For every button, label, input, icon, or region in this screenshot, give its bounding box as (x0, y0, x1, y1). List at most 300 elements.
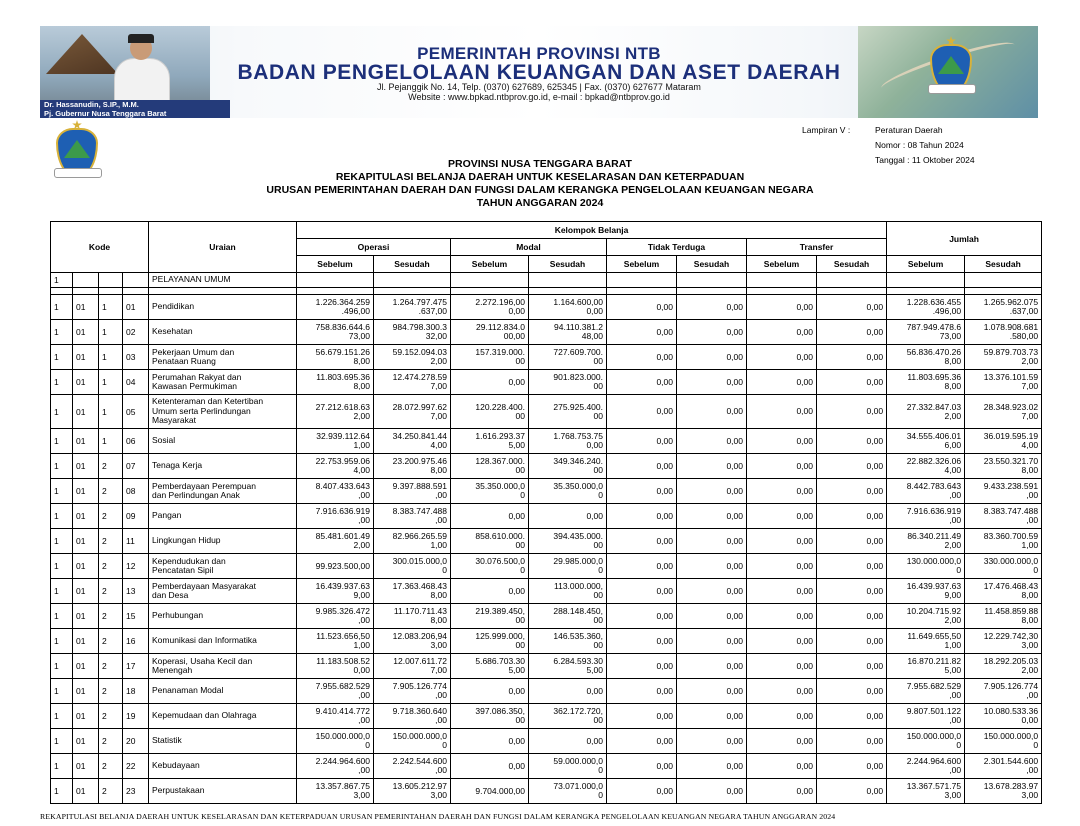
value-cell: 11.803.695.36 8,00 (297, 370, 374, 395)
table-row (51, 370, 1042, 395)
value-cell: 0,00 (817, 454, 887, 479)
value-cell: 82.966.265.59 1,00 (374, 529, 451, 554)
uraian-cell: Komunikasi dan Informatika (149, 629, 297, 654)
value-cell: 0,00 (817, 679, 887, 704)
value-cell: 9.807.501.122 ,00 (887, 704, 965, 729)
value-cell: 0,00 (747, 579, 817, 604)
value-cell: 0,00 (529, 504, 607, 529)
value-cell: 0,00 (607, 295, 677, 320)
value-cell: 0,00 (677, 754, 747, 779)
value-cell: 0,00 (677, 320, 747, 345)
value-cell: 0,00 (677, 779, 747, 804)
value-cell: 0,00 (677, 629, 747, 654)
value-cell: 0,00 (607, 704, 677, 729)
value-cell: 11.458.859.88 8,00 (965, 604, 1042, 629)
kode-cell: 01 (73, 779, 99, 804)
kode-cell: 15 (123, 604, 149, 629)
header-sebelum: Sebelum (451, 256, 529, 273)
value-cell: 0,00 (607, 429, 677, 454)
value-cell: 0,00 (747, 654, 817, 679)
value-cell: 0,00 (747, 504, 817, 529)
header-uraian: Uraian (149, 222, 297, 273)
value-cell: 0,00 (817, 370, 887, 395)
value-cell: 99.923.500,00 (297, 554, 374, 579)
header-sebelum: Sebelum (747, 256, 817, 273)
header-line-1: PEMERINTAH PROVINSI NTB (417, 44, 661, 63)
value-cell: 0,00 (607, 504, 677, 529)
value-cell: 0,00 (817, 395, 887, 429)
kode-cell: 1 (51, 554, 73, 579)
kode-cell: 01 (73, 370, 99, 395)
kode-cell: 02 (123, 320, 149, 345)
value-cell: 73.071.000,0 0 (529, 779, 607, 804)
uraian-cell: Statistik (149, 729, 297, 754)
kode-cell: 1 (99, 429, 123, 454)
kode-cell: 13 (123, 579, 149, 604)
value-cell: 0,00 (607, 754, 677, 779)
value-cell: 35.350.000,0 0 (451, 479, 529, 504)
value-cell: 0,00 (607, 395, 677, 429)
header-jumlah: Jumlah (887, 222, 1042, 256)
value-cell: 0,00 (817, 604, 887, 629)
value-cell: 94.110.381.2 48,00 (529, 320, 607, 345)
header-sesudah: Sesudah (374, 256, 451, 273)
value-cell: 288.148.450, 00 (529, 604, 607, 629)
kode-cell: 1 (51, 604, 73, 629)
value-cell: 0,00 (677, 579, 747, 604)
value-cell: 0,00 (747, 454, 817, 479)
header-sesudah: Sesudah (965, 256, 1042, 273)
header-operasi: Operasi (297, 239, 451, 256)
table-row (51, 345, 1042, 370)
value-cell: 0,00 (817, 504, 887, 529)
title-line: REKAPITULASI BELANJA DAERAH UNTUK KESELARASAN DAN KETERPADUAN (335, 171, 745, 183)
header-sesudah: Sesudah (529, 256, 607, 273)
kode-cell: 1 (51, 704, 73, 729)
value-cell: 0,00 (817, 729, 887, 754)
kode-cell: 01 (73, 629, 99, 654)
kode-cell: 11 (123, 529, 149, 554)
value-cell: 34.250.841.44 4,00 (374, 429, 451, 454)
kode-cell: 2 (99, 579, 123, 604)
value-cell: 34.555.406.01 6,00 (887, 429, 965, 454)
kode-cell: 2 (99, 554, 123, 579)
uraian-cell: Pangan (149, 504, 297, 529)
value-cell: 0,00 (607, 454, 677, 479)
uraian-cell: Kepemudaan dan Olahraga (149, 704, 297, 729)
value-cell: 0,00 (677, 729, 747, 754)
header-tidak-terduga: Tidak Terduga (607, 239, 747, 256)
value-cell: 0,00 (747, 704, 817, 729)
kode-cell: 1 (51, 729, 73, 754)
value-cell: 0,00 (607, 729, 677, 754)
header-website: Website : www.bpkad.ntbprov.go.id, e-mail : bpkad@ntbprov.go.id (408, 92, 670, 102)
value-cell: 113.000.000, 00 (529, 579, 607, 604)
value-cell: 30.076.500,0 0 (451, 554, 529, 579)
value-cell: 0,00 (747, 295, 817, 320)
value-cell: 23.550.321.70 8,00 (965, 454, 1042, 479)
value-cell: 9.718.360.640 ,00 (374, 704, 451, 729)
value-cell: 858.610.000. 00 (451, 529, 529, 554)
value-cell: 9.397.888.591 ,00 (374, 479, 451, 504)
table-row (51, 754, 1042, 779)
uraian-cell: Pemberdayaan Perempuan dan Perlindungan Anak (149, 479, 297, 504)
kode-cell: 1 (51, 345, 73, 370)
value-cell: 0,00 (677, 395, 747, 429)
value-cell: 29.985.000,0 0 (529, 554, 607, 579)
value-cell: 150.000.000,0 0 (887, 729, 965, 754)
value-cell: 0,00 (817, 779, 887, 804)
table-row (51, 395, 1042, 429)
value-cell: 11.170.711.43 8,00 (374, 604, 451, 629)
value-cell: 120.228.400. 00 (451, 395, 529, 429)
kode-cell: 1 (99, 345, 123, 370)
uraian-cell: Sosial (149, 429, 297, 454)
value-cell: 0,00 (451, 679, 529, 704)
value-cell: 1.078.908.681 .580,00 (965, 320, 1042, 345)
header-transfer: Transfer (747, 239, 887, 256)
value-cell: 0,00 (677, 554, 747, 579)
value-cell: 2.242.544.600 ,00 (374, 754, 451, 779)
value-cell: 12.474.278.59 7,00 (374, 370, 451, 395)
value-cell: 0,00 (677, 604, 747, 629)
value-cell: 59.000.000,0 0 (529, 754, 607, 779)
value-cell: 9.433.238.591 ,00 (965, 479, 1042, 504)
value-cell: 32.939.112.64 1,00 (297, 429, 374, 454)
value-cell: 1.768.753.75 0,00 (529, 429, 607, 454)
value-cell: 12.229.742,30 3,00 (965, 629, 1042, 654)
kode-cell: 1 (51, 529, 73, 554)
kode-cell: 09 (123, 504, 149, 529)
kode-cell: 1 (99, 320, 123, 345)
value-cell: 0,00 (451, 504, 529, 529)
kode-cell: 2 (99, 704, 123, 729)
value-cell: 0,00 (747, 479, 817, 504)
table-row (51, 529, 1042, 554)
kode-cell: 23 (123, 779, 149, 804)
table-row (51, 479, 1042, 504)
value-cell: 0,00 (747, 529, 817, 554)
value-cell: 29.112.834.0 00,00 (451, 320, 529, 345)
value-cell: 1.616.293.37 5,00 (451, 429, 529, 454)
kode-cell: 01 (73, 529, 99, 554)
value-cell: 6.284.593.30 5,00 (529, 654, 607, 679)
uraian-cell: Perpustakaan (149, 779, 297, 804)
kode-cell: 1 (51, 395, 73, 429)
value-cell: 0,00 (747, 779, 817, 804)
value-cell: 0,00 (817, 654, 887, 679)
kode-cell: 2 (99, 504, 123, 529)
kode-cell: 22 (123, 754, 149, 779)
value-cell: 0,00 (677, 654, 747, 679)
kode-cell: 1 (51, 579, 73, 604)
table-row (51, 554, 1042, 579)
value-cell: 0,00 (677, 679, 747, 704)
kode-cell: 03 (123, 345, 149, 370)
value-cell: 0,00 (747, 370, 817, 395)
value-cell: 0,00 (607, 370, 677, 395)
kode-cell: 1 (51, 629, 73, 654)
value-cell: 0,00 (817, 554, 887, 579)
kode-cell: 01 (73, 604, 99, 629)
value-cell: 86.340.211.49 2,00 (887, 529, 965, 554)
header-kelompok-belanja: Kelompok Belanja (297, 222, 887, 239)
value-cell: 7.955.682.529 ,00 (297, 679, 374, 704)
kode-cell: 01 (73, 679, 99, 704)
kode-cell: 1 (51, 370, 73, 395)
kode-cell: 06 (123, 429, 149, 454)
value-cell: 0,00 (747, 679, 817, 704)
value-cell: 13.367.571.75 3,00 (887, 779, 965, 804)
value-cell: 0,00 (817, 704, 887, 729)
header-sebelum: Sebelum (887, 256, 965, 273)
lampiran-label: Lampiran V : (802, 125, 851, 135)
value-cell: 59.152.094.03 2,00 (374, 345, 451, 370)
table-row (51, 295, 1042, 320)
table-row (51, 579, 1042, 604)
uraian-cell: PELAYANAN UMUM (149, 273, 297, 288)
kode-cell: 2 (99, 479, 123, 504)
table-row (51, 429, 1042, 454)
table-body (51, 273, 1042, 804)
kode-cell: 01 (73, 395, 99, 429)
kode-cell: 1 (51, 479, 73, 504)
value-cell: 0,00 (747, 345, 817, 370)
value-cell: 0,00 (747, 395, 817, 429)
value-cell: 7.905.126.774 ,00 (965, 679, 1042, 704)
value-cell: 7.905.126.774 ,00 (374, 679, 451, 704)
value-cell: 0,00 (607, 629, 677, 654)
value-cell: 330.000.000,0 0 (965, 554, 1042, 579)
value-cell: 11.803.695.36 8,00 (887, 370, 965, 395)
kode-cell: 01 (73, 429, 99, 454)
uraian-cell: Kependudukan dan Pencatatan Sipil (149, 554, 297, 579)
kode-cell: 01 (73, 579, 99, 604)
value-cell: 0,00 (529, 679, 607, 704)
kode-cell: 17 (123, 654, 149, 679)
value-cell: 146.535.360, 00 (529, 629, 607, 654)
value-cell: 0,00 (607, 320, 677, 345)
table-row (51, 729, 1042, 754)
value-cell: 7.916.636.919 ,00 (297, 504, 374, 529)
uraian-cell: Tenaga Kerja (149, 454, 297, 479)
value-cell: 35.350.000,0 0 (529, 479, 607, 504)
kode-cell: 01 (73, 345, 99, 370)
official-title: Pj. Gubernur Nusa Tenggara Barat (44, 108, 167, 118)
value-cell: 13.678.283.97 3,00 (965, 779, 1042, 804)
value-cell: 0,00 (451, 729, 529, 754)
kode-cell: 2 (99, 729, 123, 754)
value-cell: 13.605.212.97 3,00 (374, 779, 451, 804)
kode-cell: 1 (99, 395, 123, 429)
kode-cell: 1 (51, 454, 73, 479)
header-line-2: BADAN PENGELOLAAN KEUANGAN DAN ASET DAERAH (237, 61, 841, 84)
value-cell: 300.015.000,0 0 (374, 554, 451, 579)
page-footer: REKAPITULASI BELANJA DAERAH UNTUK KESELARASAN DAN KETERPADUAN URUSAN PEMERINTAHAN DAERAH DAN FUNGSI DALAM KERANGKA PENGELOLAAN KEUANGAN NEGARA TAHUN ANGGARAN 2024 (40, 812, 836, 821)
value-cell: 16.439.937.63 9,00 (297, 579, 374, 604)
header-sesudah: Sesudah (677, 256, 747, 273)
value-cell: 275.925.400. 00 (529, 395, 607, 429)
table-row (51, 320, 1042, 345)
value-cell: 0,00 (747, 729, 817, 754)
lampiran-perda: Peraturan Daerah (875, 125, 943, 135)
official-name: Dr. Hassanudin, S.IP., M.M. (44, 100, 139, 109)
value-cell: 0,00 (677, 295, 747, 320)
value-cell: 27.332.847.03 2,00 (887, 395, 965, 429)
kode-cell: 01 (73, 454, 99, 479)
value-cell: 0,00 (817, 320, 887, 345)
value-cell: 2.301.544.600 ,00 (965, 754, 1042, 779)
kode-cell: 01 (73, 295, 99, 320)
lampiran-nomor: Nomor : 08 Tahun 2024 (875, 140, 964, 150)
kode-cell: 2 (99, 604, 123, 629)
table-row (51, 629, 1042, 654)
kode-cell: 1 (99, 370, 123, 395)
value-cell: 0,00 (817, 429, 887, 454)
kode-cell: 2 (99, 454, 123, 479)
value-cell: 397.086.350, 00 (451, 704, 529, 729)
kode-cell: 2 (99, 629, 123, 654)
value-cell: 150.000.000,0 0 (965, 729, 1042, 754)
uraian-cell: Penanaman Modal (149, 679, 297, 704)
value-cell: 10.080.533.36 0,00 (965, 704, 1042, 729)
kode-cell: 1 (51, 654, 73, 679)
value-cell: 128.367.000. 00 (451, 454, 529, 479)
value-cell: 0,00 (607, 554, 677, 579)
value-cell: 83.360.700.59 1,00 (965, 529, 1042, 554)
table-row (51, 679, 1042, 704)
value-cell: 0,00 (451, 370, 529, 395)
value-cell: 1.164.600,00 0,00 (529, 295, 607, 320)
value-cell: 0,00 (677, 370, 747, 395)
value-cell: 0,00 (607, 345, 677, 370)
rekapitulasi-table (50, 221, 1042, 804)
kode-cell: 1 (51, 779, 73, 804)
value-cell: 8.442.783.643 ,00 (887, 479, 965, 504)
value-cell: 56.679.151.26 8,00 (297, 345, 374, 370)
kode-cell: 2 (99, 679, 123, 704)
value-cell: 7.955.682.529 ,00 (887, 679, 965, 704)
value-cell: 0,00 (451, 579, 529, 604)
uraian-cell: Perhubungan (149, 604, 297, 629)
kode-cell: 1 (51, 754, 73, 779)
uraian-cell: Pendidikan (149, 295, 297, 320)
table-row (51, 654, 1042, 679)
value-cell: 0,00 (817, 479, 887, 504)
value-cell: 0,00 (747, 604, 817, 629)
kode-cell: 2 (99, 654, 123, 679)
value-cell: 28.072.997.62 7,00 (374, 395, 451, 429)
value-cell: 18.292.205.03 2,00 (965, 654, 1042, 679)
header-sebelum: Sebelum (297, 256, 374, 273)
table-row (51, 454, 1042, 479)
value-cell: 9.410.414.772 ,00 (297, 704, 374, 729)
letterhead-banner (40, 26, 1038, 118)
lampiran-tanggal: Tanggal : 11 Oktober 2024 (875, 155, 975, 165)
kode-cell: 2 (99, 779, 123, 804)
table-row-group (51, 273, 1042, 288)
kode-cell: 01 (73, 479, 99, 504)
uraian-cell: Kebudayaan (149, 754, 297, 779)
value-cell: 787.949.478.6 73,00 (887, 320, 965, 345)
value-cell: 16.870.211.82 5,00 (887, 654, 965, 679)
header-modal: Modal (451, 239, 607, 256)
kode-cell: 1 (99, 295, 123, 320)
header-address: Jl. Pejanggik No. 14, Telp. (0370) 627689, 625345 | Fax. (0370) 627677 Mataram (377, 82, 701, 92)
kode-cell: 07 (123, 454, 149, 479)
value-cell: 0,00 (747, 320, 817, 345)
value-cell: 0,00 (677, 529, 747, 554)
kode-cell: 01 (73, 654, 99, 679)
value-cell: 9.985.326.472 ,00 (297, 604, 374, 629)
value-cell: 23.200.975.46 8,00 (374, 454, 451, 479)
uraian-cell: Kesehatan (149, 320, 297, 345)
table-row (51, 779, 1042, 804)
value-cell: 56.836.470.26 8,00 (887, 345, 965, 370)
value-cell: 0,00 (817, 529, 887, 554)
value-cell: 7.916.636.919 ,00 (887, 504, 965, 529)
kode-cell: 01 (73, 554, 99, 579)
value-cell: 27.212.618.63 2,00 (297, 395, 374, 429)
value-cell: 0,00 (677, 704, 747, 729)
title-line: TAHUN ANGGARAN 2024 (476, 197, 604, 209)
kode-cell: 1 (51, 295, 73, 320)
kode-cell: 12 (123, 554, 149, 579)
kode-cell: 01 (73, 504, 99, 529)
value-cell: 11.523.656,50 1,00 (297, 629, 374, 654)
value-cell: 758.836.644.6 73,00 (297, 320, 374, 345)
header-kode: Kode (51, 222, 149, 273)
value-cell: 8.383.747.488 ,00 (374, 504, 451, 529)
kode-cell: 01 (123, 295, 149, 320)
value-cell: 219.389.450, 00 (451, 604, 529, 629)
value-cell: 12.007.611.72 7,00 (374, 654, 451, 679)
value-cell: 0,00 (747, 429, 817, 454)
value-cell: 0,00 (677, 345, 747, 370)
value-cell: 394.435.000. 00 (529, 529, 607, 554)
value-cell: 150.000.000,0 0 (374, 729, 451, 754)
uraian-cell: Lingkungan Hidup (149, 529, 297, 554)
document-titles (0, 158, 1080, 210)
value-cell: 349.346.240. 00 (529, 454, 607, 479)
value-cell: 157.319.000. 00 (451, 345, 529, 370)
kode-cell: 01 (73, 754, 99, 779)
uraian-cell: Pekerjaan Umum dan Penataan Ruang (149, 345, 297, 370)
value-cell: 0,00 (607, 654, 677, 679)
kode-cell: 1 (51, 679, 73, 704)
value-cell: 1.226.364.259 .496,00 (297, 295, 374, 320)
value-cell: 0,00 (677, 454, 747, 479)
kode-cell: 04 (123, 370, 149, 395)
value-cell: 16.439.937.63 9,00 (887, 579, 965, 604)
value-cell: 130.000.000,0 0 (887, 554, 965, 579)
value-cell: 0,00 (747, 754, 817, 779)
value-cell: 2.272.196,00 0,00 (451, 295, 529, 320)
value-cell: 13.376.101.59 7,00 (965, 370, 1042, 395)
value-cell: 0,00 (607, 479, 677, 504)
kode-cell: 05 (123, 395, 149, 429)
value-cell: 5.686.703.30 5,00 (451, 654, 529, 679)
value-cell: 11.183.508.52 0,00 (297, 654, 374, 679)
table-row (51, 604, 1042, 629)
value-cell: 17.476.468.43 8,00 (965, 579, 1042, 604)
value-cell: 0,00 (607, 604, 677, 629)
kode-cell: 20 (123, 729, 149, 754)
header-sebelum: Sebelum (607, 256, 677, 273)
value-cell: 727.609.700. 00 (529, 345, 607, 370)
value-cell: 0,00 (747, 554, 817, 579)
value-cell: 150.000.000,0 0 (297, 729, 374, 754)
